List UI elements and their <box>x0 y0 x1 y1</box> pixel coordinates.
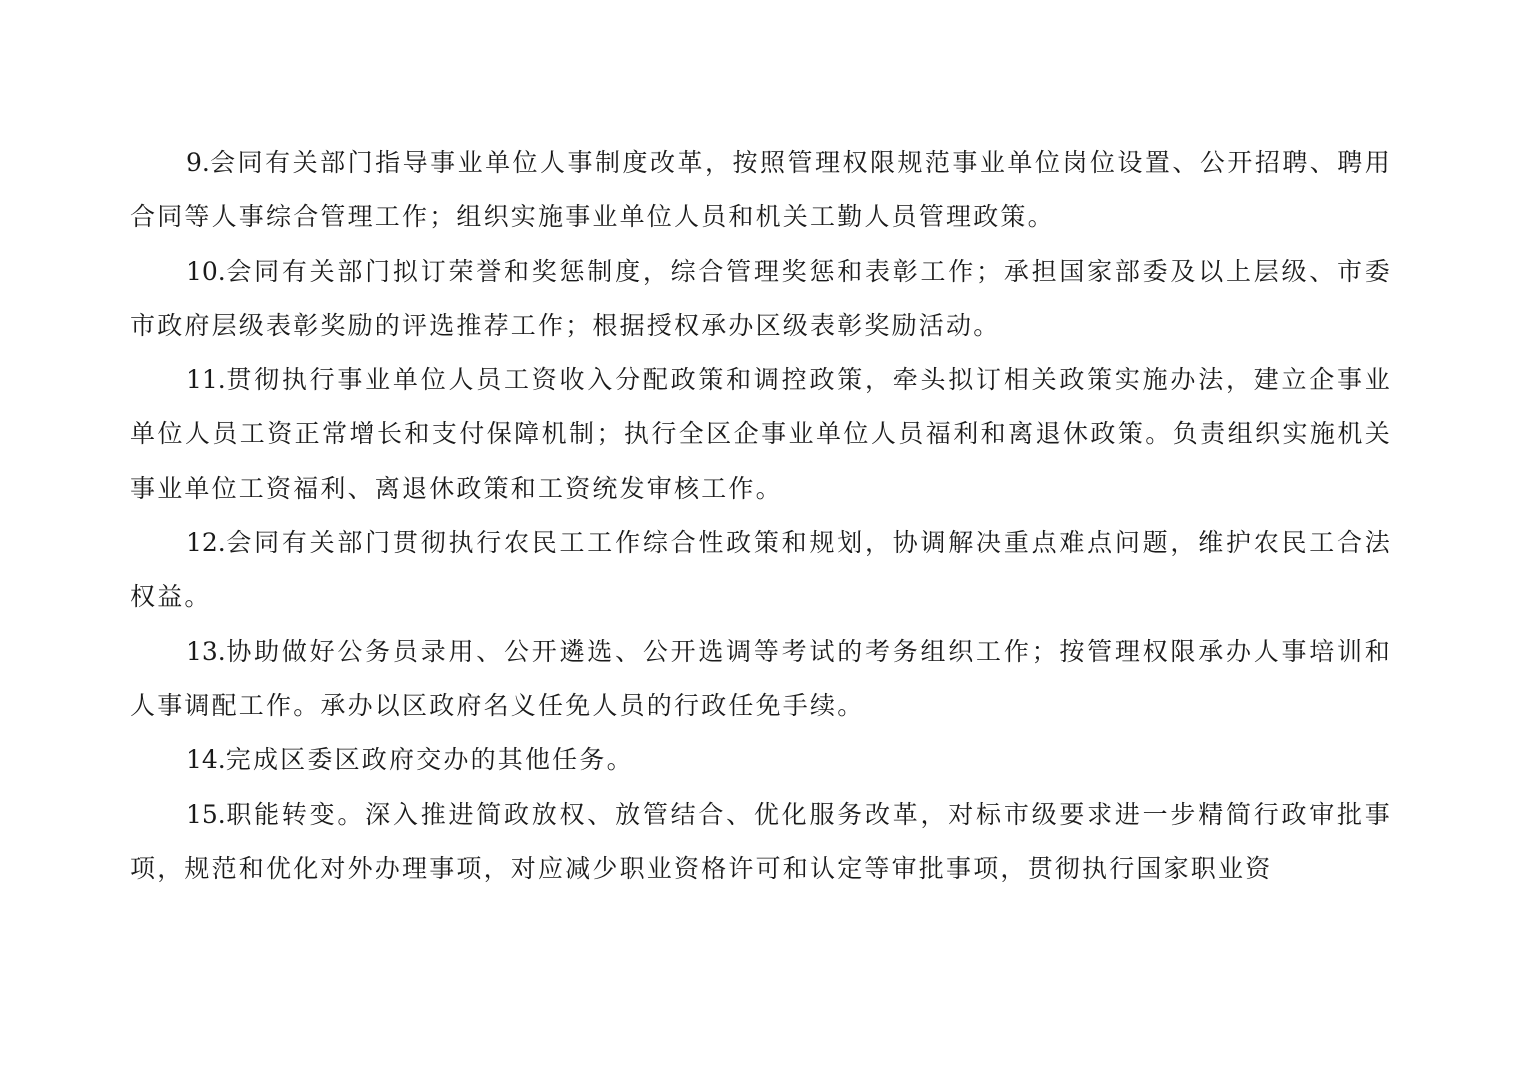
paragraph-item-9 <box>130 136 1392 245</box>
paragraph-item-11 <box>130 353 1392 516</box>
paragraph-text: 完成区委区政府交办的其他任务。 <box>225 745 634 775</box>
paragraph-item-14 <box>130 733 1392 787</box>
paragraph-text: 会同有关部门拟订荣誉和奖惩制度，综合管理奖惩和表彰工作；承担国家部委及以上层级、市委市政府层级表彰奖励的评选推荐工作；根据授权承办区级表彰奖励活动。 <box>130 256 1392 340</box>
paragraph-number: 13. <box>186 636 226 666</box>
paragraph-number: 14. <box>186 745 226 775</box>
paragraph-number: 10. <box>186 256 226 286</box>
paragraph-item-10 <box>130 245 1392 354</box>
paragraph-text: 会同有关部门贯彻执行农民工工作综合性政策和规划，协调解决重点难点问题，维护农民工合法权益。 <box>130 528 1392 612</box>
paragraph-number: 11. <box>186 365 226 395</box>
paragraph-number: 15. <box>186 799 226 829</box>
paragraph-item-12 <box>130 516 1392 625</box>
paragraph-text: 贯彻执行事业单位人员工资收入分配政策和调控政策，牵头拟订相关政策实施办法，建立企事业单位人员工资正常增长和支付保障机制；执行全区企事业单位人员福利和离退休政策。负责组织实施机关事业单位工资福利、离退休政策和工资统发审核工作。 <box>130 365 1392 503</box>
document-body <box>130 136 1392 896</box>
paragraph-text: 会同有关部门指导事业单位人事制度改革，按照管理权限规范事业单位岗位设置、公开招聘、聘用合同等人事综合管理工作；组织实施事业单位人员和机关工勤人员管理政策。 <box>130 148 1392 232</box>
paragraph-item-13 <box>130 625 1392 734</box>
paragraph-number: 12. <box>186 528 226 558</box>
paragraph-number: 9. <box>186 148 210 177</box>
paragraph-text: 职能转变。深入推进简政放权、放管结合、优化服务改革，对标市级要求进一步精简行政审批事项，规范和优化对外办理事项，对应减少职业资格许可和认定等审批事项，贯彻执行国家职业资 <box>130 799 1392 883</box>
paragraph-item-15 <box>130 788 1392 897</box>
paragraph-text: 协助做好公务员录用、公开遴选、公开选调等考试的考务组织工作；按管理权限承办人事培训和人事调配工作。承办以区政府名义任免人员的行政任免手续。 <box>130 636 1392 720</box>
